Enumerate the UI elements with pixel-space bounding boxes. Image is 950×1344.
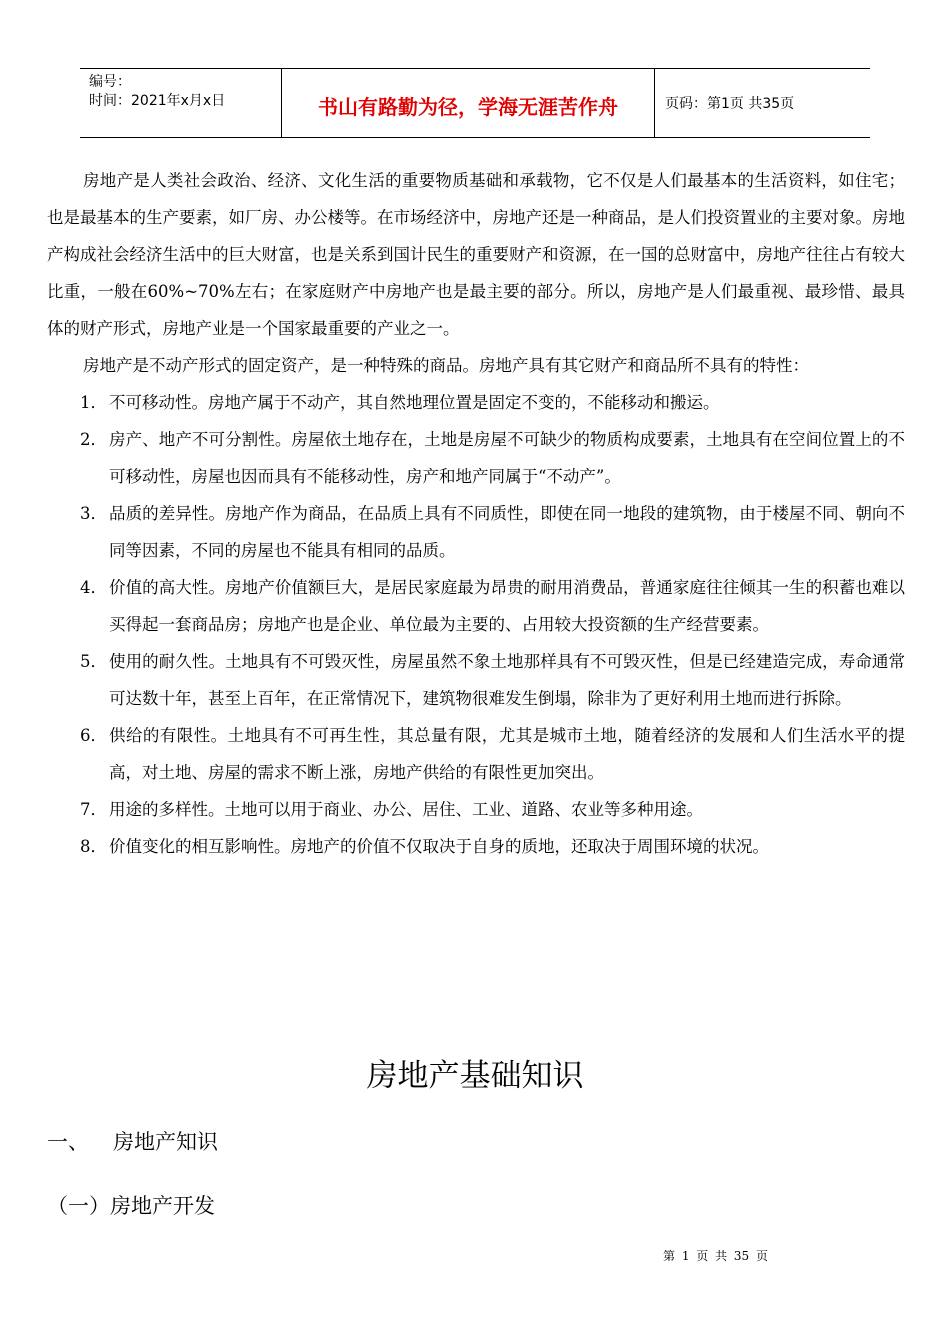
list-number: 8．	[80, 837, 107, 856]
list-text: 用途的多样性。土地可以用于商业、办公、居住、工业、道路、农业等多种用途。	[109, 800, 703, 819]
list-text: 使用的耐久性。土地具有不可毁灭性，房屋虽然不象土地那样具有不可毁灭性，但是已经建造完成，寿命通常可达数十年，甚至上百年，在正常情况下，建筑物很难发生倒塌，除非为了更好利用土地而进行拆除。	[109, 652, 905, 708]
list-item	[47, 495, 905, 569]
list-number: 4．	[80, 578, 107, 597]
list-item	[47, 791, 905, 828]
header-meta	[80, 69, 281, 137]
list-number: 7．	[80, 800, 107, 819]
list-item	[47, 421, 905, 495]
feature-list	[47, 384, 905, 865]
page-header	[80, 68, 870, 138]
page-footer: 第 1 页 共 35 页	[663, 1249, 768, 1263]
date-label: 时间：2021年x月x日	[89, 93, 226, 109]
document-body	[47, 162, 905, 865]
section-heading	[47, 1126, 218, 1156]
intro-paragraph: 房地产是人类社会政治、经济、文化生活的重要物质基础和承载物，它不仅是人们最基本的生活资料，如住宅；也是最基本的生产要素，如厂房、办公楼等。在市场经济中，房地产还是一种商品，是人们投资置业的主要对象。房地产构成社会经济生活中的巨大财富，也是关系到国计民生的重要财产和资源，在一国的总财富中，房地产往往占有较大比重，一般在60%~70%左右；在家庭财产中房地产也是最主要的部分。所以，房地产是人们最重视、最珍惜、最具体的财产形式，房地产业是一个国家最重要的产业之一。	[47, 171, 905, 338]
list-number: 3．	[80, 504, 107, 523]
list-number: 5．	[80, 652, 107, 671]
list-text: 价值的高大性。房地产价值额巨大，是居民家庭最为昂贵的耐用消费品，普通家庭往往倾其一生的积蓄也难以买得起一套商品房；房地产也是企业、单位最为主要的、占用较大投资额的生产经营要素。	[109, 578, 905, 634]
list-text: 房产、地产不可分割性。房屋依土地存在，土地是房屋不可缺少的物质构成要素，土地具有在空间位置上的不可移动性，房屋也因而具有不能移动性，房产和地产同属于“不动产”。	[109, 430, 905, 486]
section-number: 一、	[47, 1130, 89, 1154]
list-item	[47, 384, 905, 421]
intro-paragraph: 房地产是不动产形式的固定资产，是一种特殊的商品。房地产具有其它财产和商品所不具有的特性：	[83, 356, 809, 375]
list-item	[47, 828, 905, 865]
section-label: 房地产知识	[113, 1130, 218, 1154]
code-label: 编号：	[89, 74, 131, 90]
list-item	[47, 643, 905, 717]
list-text: 不可移动性。房地产属于不动产，其自然地理位置是固定不变的，不能移动和搬运。	[109, 393, 720, 412]
list-text: 价值变化的相互影响性。房地产的价值不仅取决于自身的质地，还取决于周围环境的状况。	[109, 837, 769, 856]
list-item	[47, 569, 905, 643]
list-number: 1．	[80, 393, 107, 412]
list-text: 品质的差异性。房地产作为商品，在品质上具有不同质性，即使在同一地段的建筑物，由于楼屋不同、朝向不同等因素，不同的房屋也不能具有相同的品质。	[109, 504, 905, 560]
list-number: 6．	[80, 726, 107, 745]
list-number: 2．	[80, 430, 107, 449]
list-text: 供给的有限性。土地具有不可再生性，其总量有限，尤其是城市土地，随着经济的发展和人们生活水平的提高，对土地、房屋的需求不断上涨，房地产供给的有限性更加突出。	[109, 726, 905, 782]
header-page-info: 页码：第1页 共35页	[665, 96, 795, 112]
subsection-heading: （一）房地产开发	[47, 1194, 215, 1218]
list-item	[47, 717, 905, 791]
header-motto: 书山有路勤为径，学海无涯苦作舟	[281, 69, 655, 137]
document-title: 房地产基础知识	[366, 1058, 584, 1094]
